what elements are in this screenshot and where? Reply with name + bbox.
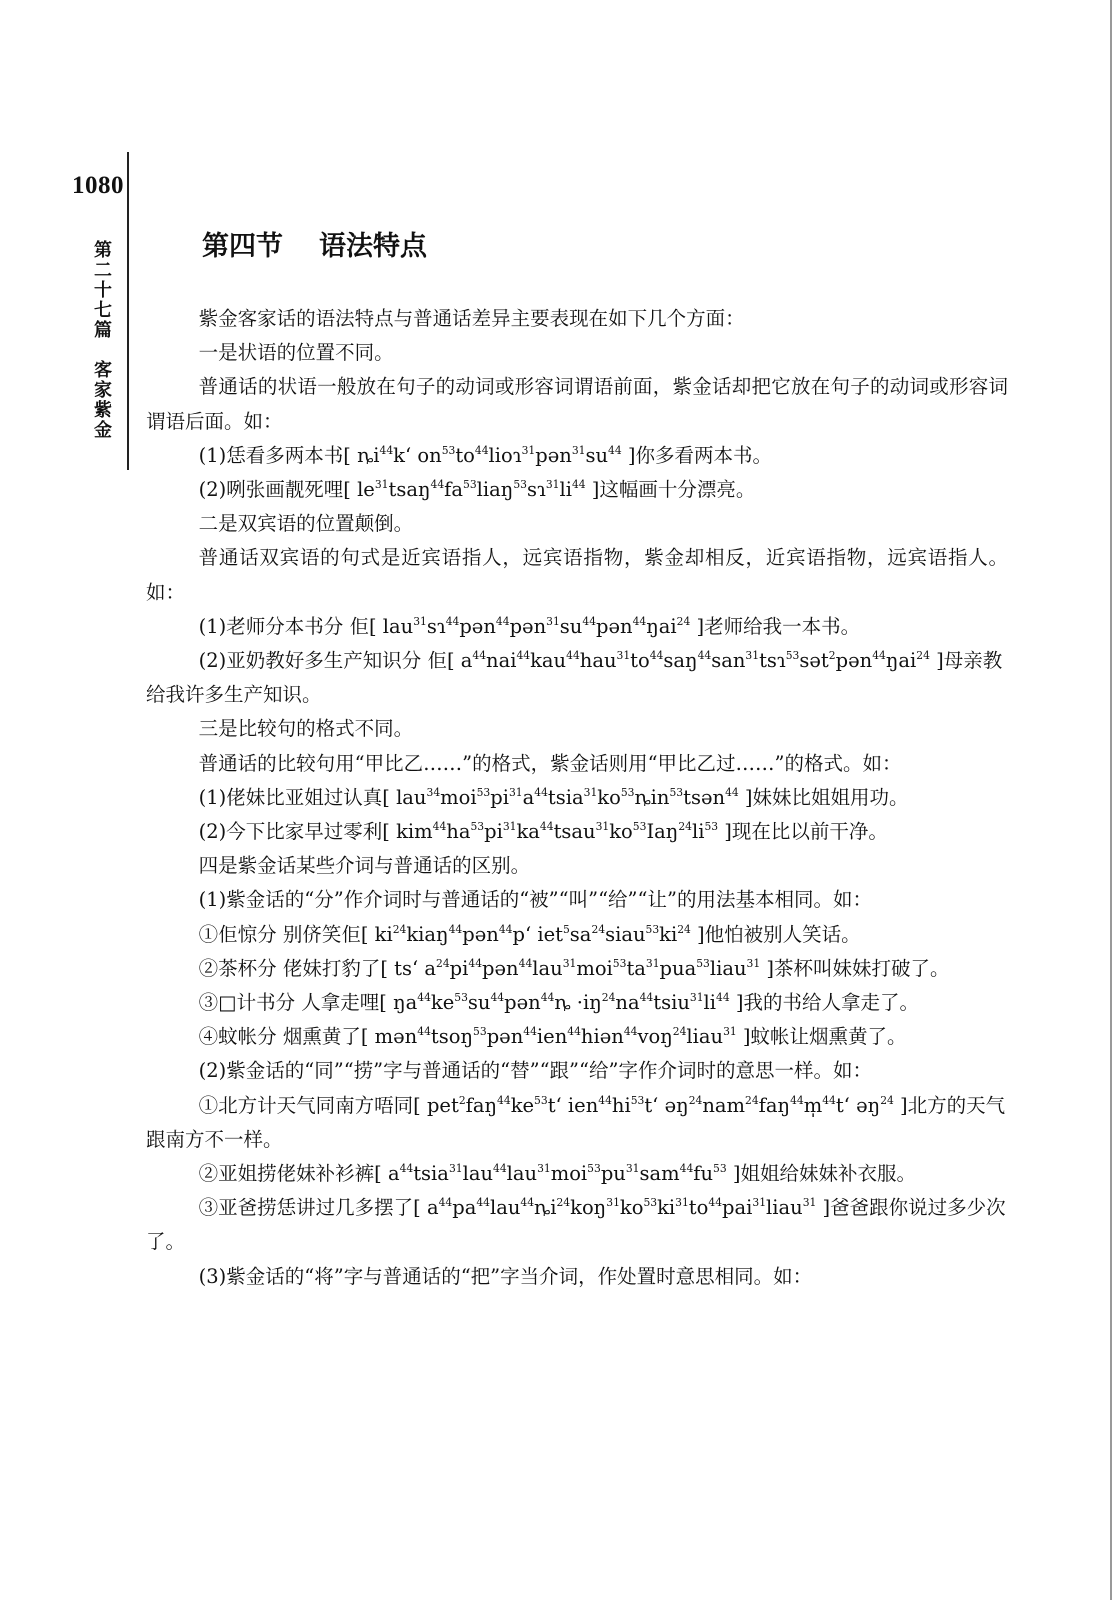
paragraph: (1)紫金话的“分”作介词时与普通话的“被”“叫”“给”“让”的用法基本相同。如：: [198, 888, 872, 912]
paragraph: (3)紫金话的“将”字与普通话的“把”字当介词，作处置时意思相同。如：: [198, 1264, 813, 1288]
example: ②亚姐捞佬妹补衫裤[ $a^{44}tsia^{31}lau^{44}lau^{31}moi^{53}pu^{31}sam^{44}fu^{53}$ ]姐姐给妹妹补衣服。: [198, 1162, 916, 1186]
paragraph: 三是比较句的格式不同。: [198, 717, 414, 741]
running-head: 第二十七篇 客家紫金: [91, 240, 112, 440]
paragraph: 普通话双宾语的句式是近宾语指人，远宾语指物，紫金却相反，近宾语指物，远宾语指人。如：: [146, 546, 1008, 604]
example: ②茶杯分 佬妹打豹了[ ts‘ $a^{24}pi^{44}pən^{44}lau^{31}moi^{53}ta^{31}pua^{53}liau^{31}$ ]茶杯叫妹妹打破了。: [198, 956, 950, 980]
example: ③亚爸捞恁讲过几多摆了[ $a^{44}pa^{44}lau^{44}ȵi^{24}koŋ^{31}ko^{53}ki^{31}to^{44}pai^{31}liau^{31}$ ]爸爸跟你说过多少次了。: [146, 1196, 1006, 1254]
body-text: [146, 302, 1008, 1294]
example: ③□计书分 人拿走哩[ $ŋa^{44}ke^{53}su^{44}pən^{44}ȵ$ $\cdot iŋ^{24}na^{44}tsiu^{31}li^{44}$ ]我的书给人拿走了。: [198, 991, 919, 1015]
section-number: 第四节: [202, 231, 283, 262]
paragraph: (2)紫金话的“同”“捞”字与普通话的“替”“跟”“给”字作介词时的意思一样。如：: [198, 1059, 872, 1083]
header-rule: [127, 152, 129, 470]
example: (1)佬妹比亚姐过认真[ $lau^{34}moi^{53}pi^{31}a^{44}tsia^{31}ko^{53}ȵin^{53}tsən^{44}$ ]妹妹比姐姐用功。: [198, 785, 909, 809]
example: (2)咧张画靓死哩[ $le^{31}tsaŋ^{44}fa^{53}liaŋ^{53}sɿ^{31}li^{44}$ ]这幅画十分漂亮。: [198, 477, 756, 502]
scan-border: [1110, 0, 1112, 1600]
paragraph: 紫金客家话的语法特点与普通话差异主要表现在如下几个方面：: [198, 307, 745, 330]
example: (1)恁看多两本书[ $ȵi^{44}k‘$ $on^{53}to^{44}lioɿ^{31}pən^{31}su^{44}$ ]你多看两本书。: [198, 443, 772, 467]
example: ①北方计天气同南方唔同[ $pet^2faŋ^{44}ke^{53}t‘$ $ien^{44}hi^{53}t‘$ əŋ$^{24}$nam$^{24}$faŋ$^{44}$m̩$^{44}$t‘ əŋ$^{24}$ ]北方的天气跟南方不一样。: [146, 1093, 1006, 1151]
paragraph: 四是紫金话某些介词与普通话的区别。: [198, 854, 531, 878]
paragraph: 普通话的比较句用“甲比乙……”的格式，紫金话则用“甲比乙过……”的格式。如：: [198, 751, 902, 775]
section-title: [202, 224, 427, 263]
example: (1)老师分本书分 佢[ $lau^{31}sɿ^{44}pən^{44}pən^{31}su^{44}pən^{44}ŋai^{24}$ ]老师给我一本书。: [198, 614, 861, 638]
example: ①佢惊分 别侪笑佢[ $ki^{24}kiaŋ^{44}pən^{44}p‘$ $iet^5sa^{24}siau^{53}ki^{24}$ ]他怕被别人笑话。: [198, 922, 861, 946]
paragraph: 一是状语的位置不同。: [198, 341, 394, 365]
paragraph: 二是双宾语的位置颠倒。: [198, 512, 414, 536]
example: (2)亚奶教好多生产知识分 佢[ $a^{44}nai^{44}kau^{44}hau^{31}to^{44}saŋ^{44}san^{31}tsɿ^{53}sət^2pən^{44}ŋai^{24}$ ]母亲教给我许多生产知识。: [146, 649, 1003, 707]
page-number: 1080: [72, 172, 124, 199]
section-name: 语法特点: [319, 231, 427, 262]
paragraph: 普通话的状语一般放在句子的动词或形容词谓语前面，紫金话却把它放在句子的动词或形容词谓语后面。如：: [146, 375, 1008, 433]
example: ④蚊帐分 烟熏黄了[ mən$^{44}$tsoŋ$^{53}$pən$^{44}$ien$^{44}$hiən$^{44}$voŋ$^{24}$liau$^{31}$ ]蚊帐让烟熏黄了。: [198, 1025, 907, 1049]
example: (2)今下比家早过零利[ $kim^{44}ha^{53}pi^{31}ka^{44}tsau^{31}ko^{53}Iaŋ^{24}li^{53}$ ]现在比以前干净。: [198, 820, 888, 844]
